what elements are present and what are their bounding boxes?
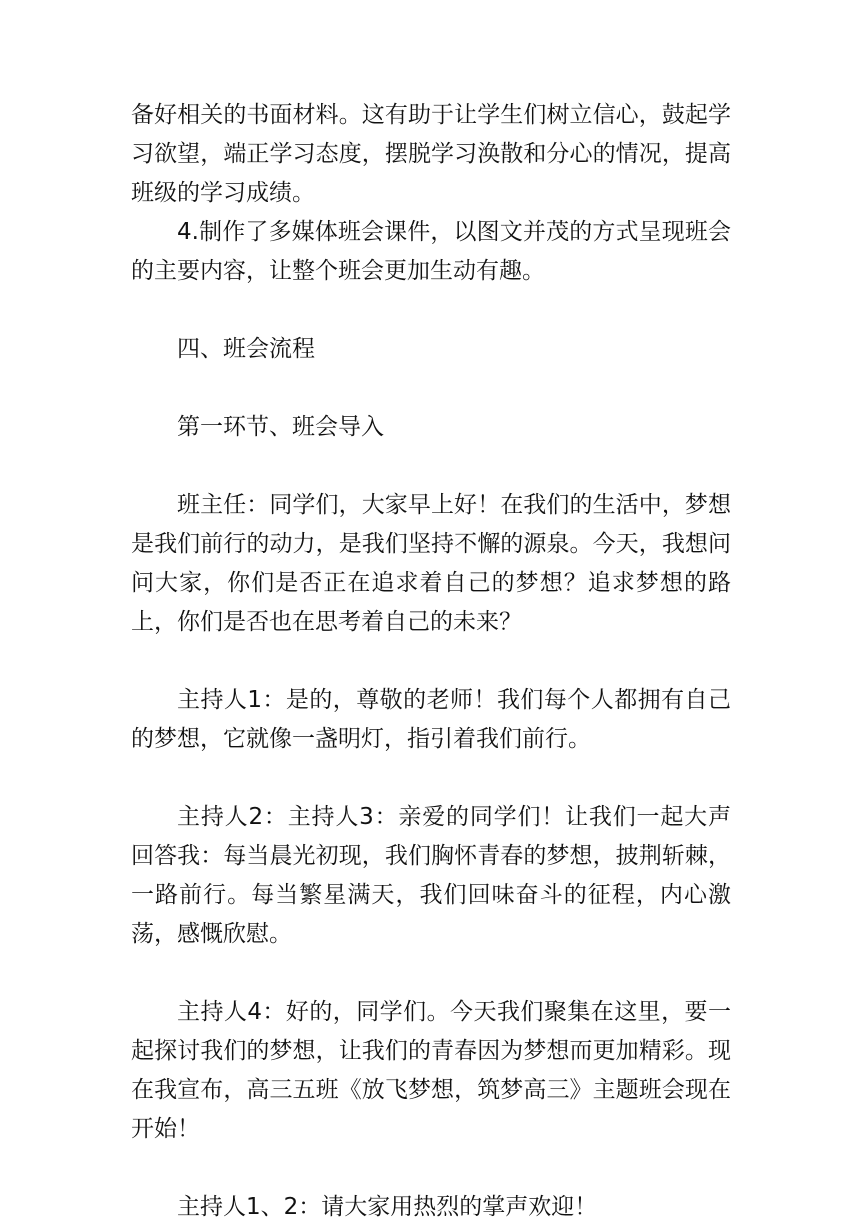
document-page	[131, 96, 731, 1227]
paragraph-host-1-2: 主持人1、2：请大家用热烈的掌声欢迎！	[177, 1194, 598, 1220]
paragraph-teacher: 班主任：同学们，大家早上好！在我们的生活中，梦想是我们前行的动力，是我们坚持不懈的源泉。今天，我想问问大家，你们是否正在追求着自己的梦想？追求梦想的路上，你们是否也在思考着自己的未来？	[131, 492, 731, 635]
section-heading: 四、班会流程	[177, 336, 315, 362]
paragraph-host-2-3: 主持人2：主持人3：亲爱的同学们！让我们一起大声回答我：每当晨光初现，我们胸怀青春的梦想，披荆斩棘，一路前行。每当繁星满天，我们回味奋斗的征程，内心激荡，感慨欣慰。	[131, 804, 731, 947]
paragraph-host-4: 主持人4：好的，同学们。今天我们聚集在这里，要一起探讨我们的梦想，让我们的青春因为梦想而更加精彩。现在我宣布，高三五班《放飞梦想，筑梦高三》主题班会现在开始！	[131, 999, 731, 1142]
subsection-heading: 第一环节、班会导入	[177, 414, 384, 440]
paragraph-continuation: 备好相关的书面材料。这有助于让学生们树立信心，鼓起学习欲望，端正学习态度，摆脱学习涣散和分心的情况，提高班级的学习成绩。	[131, 102, 731, 206]
paragraph-item-4: 4.制作了多媒体班会课件，以图文并茂的方式呈现班会的主要内容，让整个班会更加生动有趣。	[131, 219, 731, 284]
paragraph-host-1: 主持人1：是的，尊敬的老师！我们每个人都拥有自己的梦想，它就像一盏明灯，指引着我们前行。	[131, 687, 731, 752]
